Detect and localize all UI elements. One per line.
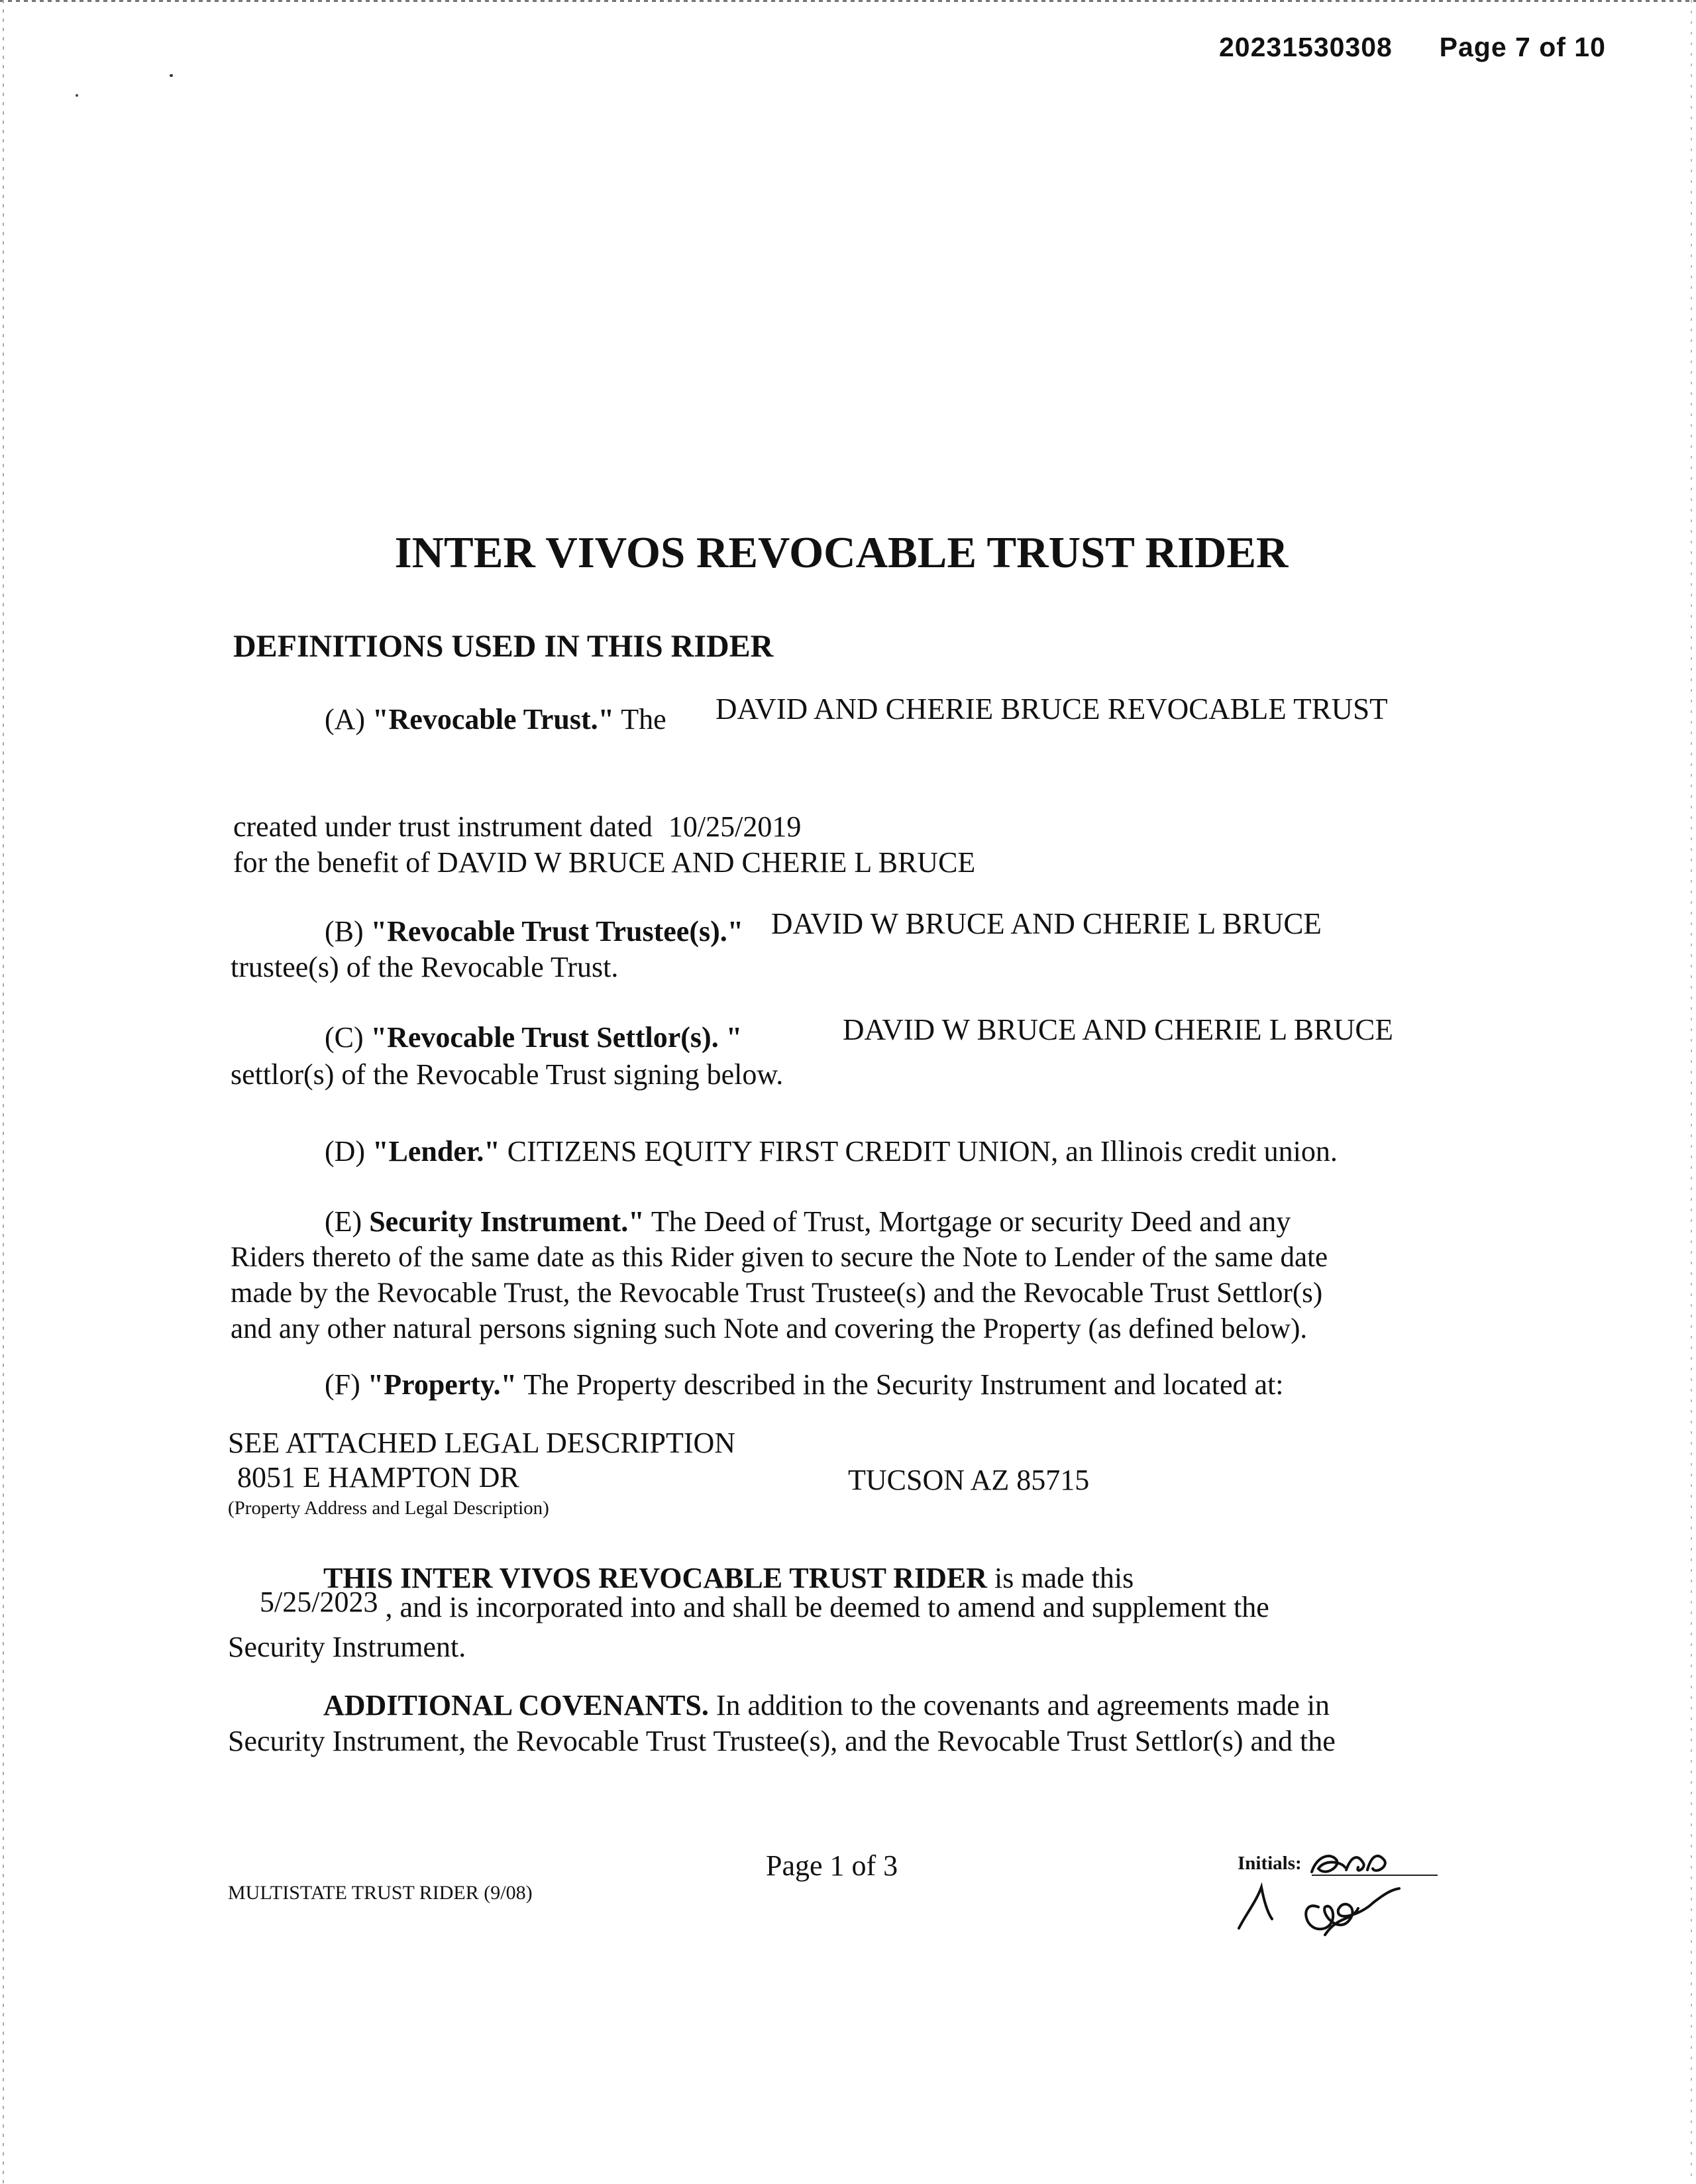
property-caption: (Property Address and Legal Description): [228, 1498, 549, 1519]
term-property: "Property.": [367, 1368, 517, 1401]
settlor-names: DAVID W BRUCE AND CHERIE L BRUCE: [843, 1013, 1393, 1046]
term-security-instrument: Security Instrument.": [369, 1205, 645, 1238]
property-street: 8051 E HAMPTON DR: [237, 1461, 519, 1494]
scan-speck: [170, 74, 173, 77]
recording-header: [1219, 32, 1606, 63]
definition-e: (E) Security Instrument." The Deed of Trust, Mortgage or security Deed and any: [325, 1205, 1291, 1238]
made-statement: THIS INTER VIVOS REVOCABLE TRUST RIDER is made this: [323, 1562, 1134, 1594]
initials-label: Initials:: [1238, 1853, 1302, 1874]
definition-a: (A) "Revocable Trust." The: [325, 703, 666, 736]
page-number: Page 1 of 3: [766, 1849, 898, 1882]
trust-dated-line: created under trust instrument dated 10/25/2019: [233, 810, 802, 843]
definition-e-line2: Riders thereto of the same date as this Rider given to secure the Note to Lender of the same date: [231, 1242, 1328, 1273]
scan-edge-left: [3, 0, 4, 2184]
trust-name: DAVID AND CHERIE BRUCE REVOCABLE TRUST: [716, 692, 1388, 726]
rider-date: 5/25/2023: [260, 1586, 378, 1618]
property-city: TUCSON AZ 85715: [848, 1464, 1090, 1496]
definition-e-line4: and any other natural persons signing such Note and covering the Property (as defined below).: [231, 1313, 1308, 1344]
covenants-line1: ADDITIONAL COVENANTS. In addition to the covenants and agreements made in: [323, 1689, 1330, 1721]
property-legal-description: SEE ATTACHED LEGAL DESCRIPTION: [228, 1427, 736, 1459]
term-revocable-trust: "Revocable Trust.": [372, 703, 615, 736]
trust-benefit-line: for the benefit of DAVID W BRUCE AND CHERIE L BRUCE: [233, 846, 976, 879]
trustee-line2: trustee(s) of the Revocable Trust.: [231, 951, 619, 983]
document-title: INTER VIVOS REVOCABLE TRUST RIDER: [394, 528, 1289, 577]
scan-edge-top: [0, 0, 1696, 2]
document-number: 20231530308: [1219, 32, 1393, 62]
made-statement-line2: 5/25/2023 , and is incorporated into and shall be deemed to amend and supplement the: [260, 1586, 1269, 1623]
form-identifier: MULTISTATE TRUST RIDER (9/08): [228, 1882, 533, 1904]
definition-e-line3: made by the Revocable Trust, the Revocable Trust Trustee(s) and the Revocable Trust Settlor(s): [231, 1278, 1323, 1309]
page-indicator: Page 7 of 10: [1439, 32, 1606, 62]
definition-b: (B) "Revocable Trust Trustee(s).": [325, 915, 744, 948]
definition-d: (D) "Lender." CITIZENS EQUITY FIRST CREDIT UNION, an Illinois credit union.: [325, 1135, 1338, 1168]
definition-c: (C) "Revocable Trust Settlor(s). ": [325, 1021, 743, 1054]
covenants-heading: ADDITIONAL COVENANTS.: [323, 1689, 709, 1721]
settlor-line2: settlor(s) of the Revocable Trust signing below.: [231, 1058, 784, 1091]
covenants-line2: Security Instrument, the Revocable Trust Trustee(s), and the Revocable Trust Settlor(s) and the: [228, 1725, 1336, 1757]
scan-edge-right: [1691, 0, 1692, 2184]
term-lender: "Lender.": [372, 1135, 500, 1168]
made-statement-line3: Security Instrument.: [228, 1631, 466, 1663]
initials-signature: [1226, 1835, 1438, 1941]
term-trustees: "Revocable Trust Trustee(s).": [370, 915, 744, 948]
trustee-names: DAVID W BRUCE AND CHERIE L BRUCE: [771, 907, 1322, 940]
definition-f: (F) "Property." The Property described in the Security Instrument and located at:: [325, 1368, 1284, 1401]
scan-speck: [76, 94, 78, 97]
trust-date: 10/25/2019: [668, 810, 802, 843]
term-settlors: "Revocable Trust Settlor(s). ": [370, 1021, 743, 1054]
definitions-heading: DEFINITIONS USED IN THIS RIDER: [233, 629, 774, 664]
